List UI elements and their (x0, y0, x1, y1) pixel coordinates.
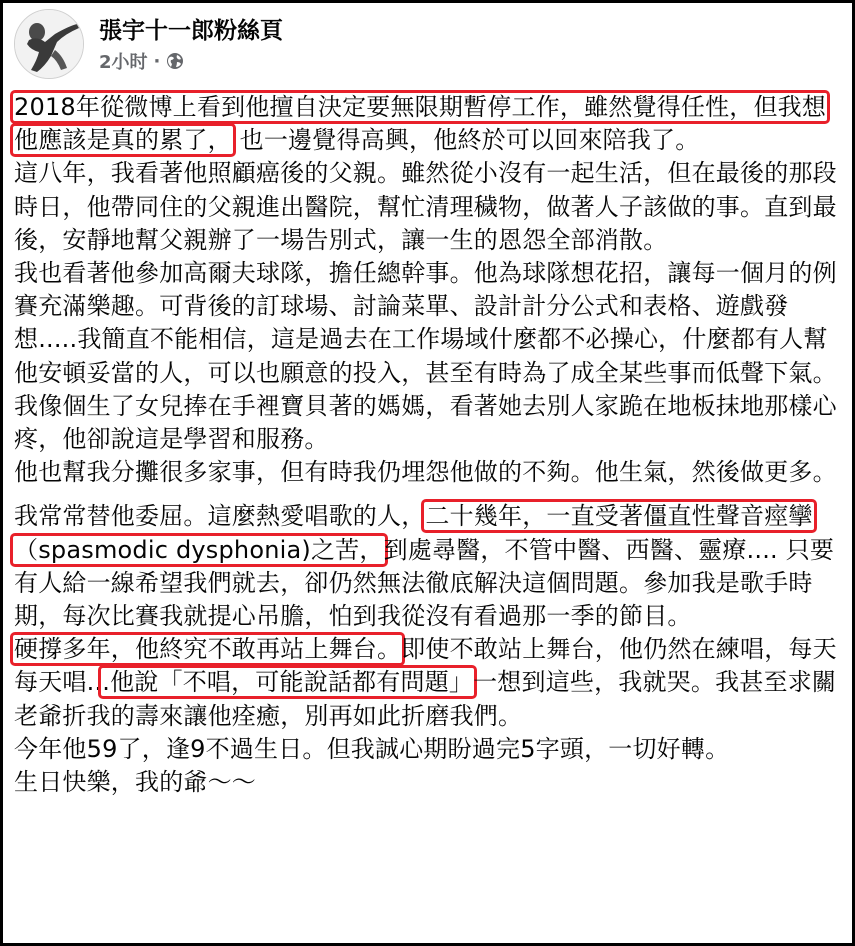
paragraph-2: 這八年，我看著他照顧癌後的父親。雖然從小沒有一起生活，但在最後的那段時日，他帶同住的父親進出醫院，幫忙清理穢物，做著人子該做的事。直到最後，安靜地幫父親辦了一場告別式，讓一生的恩怨全部消散。 (14, 159, 837, 254)
paragraph-1 (14, 91, 846, 157)
meta-separator: · (153, 50, 161, 72)
paragraph-7: 今年他59了，逢9不過生日。但我誠心期盼過完5字頭，一切好轉。 (14, 734, 730, 763)
paragraph-1-text: 也一邊覺得高興，他終於可以回來陪我了。 (239, 126, 700, 155)
post-meta (99, 48, 184, 74)
paragraph-8: 生日快樂，我的爺～～ (14, 768, 256, 797)
paragraph-6-text-d: 一想到這些，我就哭。我甚至求關老爺折我的壽來讓他痊癒，別再如此折磨我們。 (14, 668, 837, 730)
highlight-box-4: .他說「不唱，可能說話都有問題」 (98, 665, 477, 699)
highlight-box-1: 2018年從微博上看到他擅自決定要無限期暫停工作，雖然覺得任性，但我想他應該是真的累了， (10, 90, 830, 157)
page-avatar[interactable] (14, 9, 84, 79)
paragraph-6-text-c: 即使不敢站上舞台，他仍然在練唱，每天每天唱.. (14, 635, 837, 697)
page-name[interactable]: 張宇十一郎粉絲頁 (99, 18, 283, 44)
paragraph-5 (14, 500, 846, 633)
avatar-image (15, 10, 83, 78)
highlight-box-2: 二十幾年，一直受著僵直性聲音痙攣（spasmodic dysphonia)之苦， (10, 499, 817, 566)
post-body (14, 91, 846, 799)
globe-icon[interactable] (166, 52, 184, 70)
highlight-box-3: 硬撐多年，他終究不敢再站上舞台。 (10, 632, 405, 666)
paragraph-6 (14, 633, 846, 733)
paragraph-5-text-b: 到處尋醫，不管中醫、西醫、靈療.... 只要有人給一線希望我們就去，卻仍然無法徹底解決這個問題。參加我是歌手時期，每次比賽我就提心吊膽，怕到我從沒有看過那一季的節目。 (14, 535, 835, 631)
paragraph-5-text-a: 我常常替他委屈。這麼熱愛唱歌的人， (14, 502, 426, 531)
paragraph-3: 我也看著他參加高爾夫球隊，擔任總幹事。他為球隊想花招，讓每一個月的例賽充滿樂趣。可背後的訂球場、討論菜單、設計計分公式和表格、遊戲發想.....我簡直不能相信，這是過去在工作場域什麼都不必操心，什麼都有人幫他安頓妥當的人，可以也願意的投入，甚至有時為了成全某些事而低聲下氣。我像個生了女兒捧在手裡寶貝著的媽媽，看著她去別人家跪在地板抹地那樣心疼，他卻說這是學習和服務。 (14, 259, 837, 454)
post-time[interactable]: 2小时 (99, 52, 148, 73)
paragraph-4: 他也幫我分攤很多家事，但有時我仍埋怨他做的不夠。他生氣，然後做更多。 (14, 458, 837, 487)
